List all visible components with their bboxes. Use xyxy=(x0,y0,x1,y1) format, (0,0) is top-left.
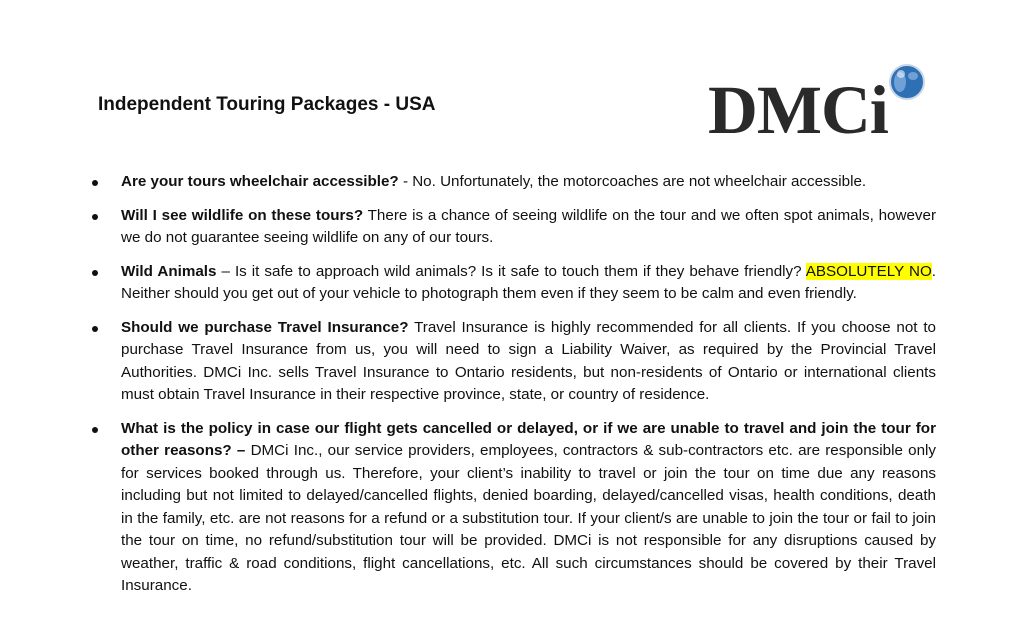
faq-list xyxy=(92,171,936,609)
faq-text xyxy=(121,317,936,407)
faq-question: Wild Animals xyxy=(121,262,217,280)
faq-item xyxy=(92,317,936,407)
faq-question: Will I see wildlife on these tours? xyxy=(121,206,364,224)
page-title: Independent Touring Packages - USA xyxy=(98,94,436,115)
faq-text xyxy=(121,171,936,194)
logo-text: DMCi xyxy=(708,72,888,148)
faq-answer: There is a chance of seeing wildlife on the tour and we often spot animals, however we do not guarantee seeing wildlife on any of our tours. xyxy=(121,206,936,246)
faq-text xyxy=(121,261,936,306)
faq-question: Are your tours wheelchair accessible? xyxy=(121,173,399,190)
globe-icon xyxy=(887,62,927,102)
faq-answer: DMCi Inc., our service providers, employees, contractors & sub-contractors etc. are responsible only for services booked through us. Therefore, your client’s inability to travel or join the tour on time due any reasons including but not limited to delayed/cancelled flights, denied boarding, delayed/cancelled visas, health conditions, death in the family, etc. are not reasons for a refund or a substitution tour. If your client/s are unable to join the tour or fail to join the tour on time, no refund/substitution tour will be provided. DMCi is not responsible for any disruptions caused by weather, traffic & road conditions, flight cancellations, etc. All such circumstances should be covered by their Travel Insurance. xyxy=(121,442,936,594)
faq-item xyxy=(92,205,936,250)
bullet-icon xyxy=(92,326,98,332)
faq-answer: Travel Insurance is highly recommended for all clients. If you choose not to purchase Travel Insurance from us, you will need to sign a Liability Waiver, as required by the Provincial Travel Authorities. DMCi Inc. sells Travel Insurance to Ontario residents, but non-residents of Ontario or international clients must obtain Travel Insurance in their respective province, state, or country of residence. xyxy=(121,318,936,403)
bullet-icon xyxy=(92,427,98,433)
bullet-icon xyxy=(92,270,98,276)
bullet-icon xyxy=(92,214,98,220)
faq-text xyxy=(121,418,936,598)
dmci-logo xyxy=(708,62,928,146)
faq-answer: - No. Unfortunately, the motorcoaches are not wheelchair accessible. xyxy=(398,173,867,190)
faq-question: Should we purchase Travel Insurance? xyxy=(121,318,409,336)
faq-item xyxy=(92,171,936,194)
faq-answer: – Is it safe to approach wild animals? Is it safe to touch them if they behave friendly? xyxy=(216,262,806,280)
faq-item xyxy=(92,261,936,306)
faq-question: What is the policy in case our flight gets cancelled or delayed, or if we are unable to travel and join the tour for other reasons? – xyxy=(121,419,936,459)
faq-item xyxy=(92,418,936,598)
faq-text xyxy=(121,205,936,250)
bullet-icon xyxy=(92,180,98,186)
faq-answer-continued: . Neither should you get out of your vehicle to photograph them even if they seem to be calm and even friendly. xyxy=(121,262,937,302)
highlighted-warning: ABSOLUTELY NO xyxy=(805,262,932,280)
